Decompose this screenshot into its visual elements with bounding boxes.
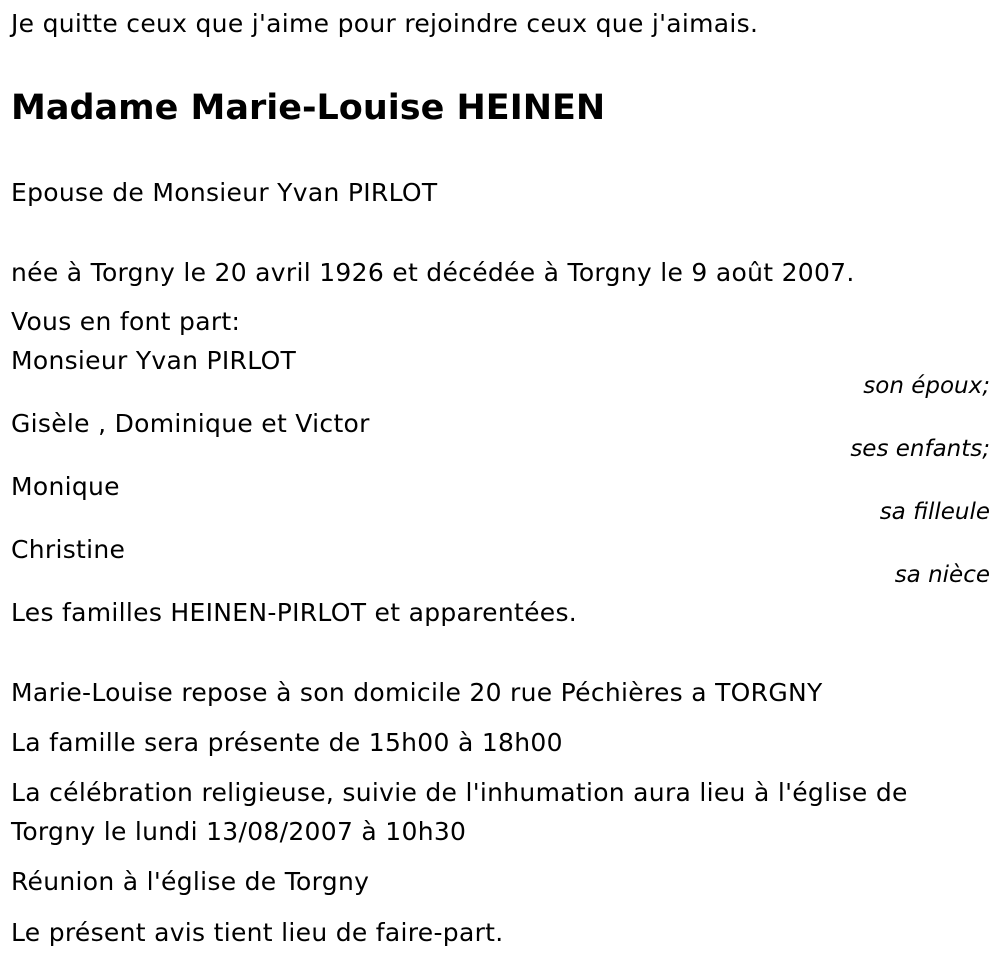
ceremony-line-1: La célébration religieuse, suivie de l'inhumation aura lieu à l'église de	[11, 778, 908, 807]
mourner-name: Monique	[11, 472, 120, 501]
deceased-name: Madame Marie-Louise HEINEN	[11, 88, 606, 128]
spouse-line: Epouse de Monsieur Yvan PIRLOT	[11, 178, 438, 207]
mourner-name: Monsieur Yvan PIRLOT	[11, 346, 297, 375]
mourner-relation: ses enfants;	[850, 436, 990, 462]
rest-location: Marie-Louise repose à son domicile 20 rue Péchières a TORGNY	[11, 678, 823, 707]
mourner-name: Christine	[11, 535, 126, 564]
mourner-name: Gisèle , Dominique et Victor	[11, 409, 370, 438]
mourner-relation: sa filleule	[879, 499, 990, 525]
ceremony-line-2: Torgny le lundi 13/08/2007 à 10h30	[11, 817, 467, 846]
family-presence: La famille sera présente de 15h00 à 18h00	[11, 728, 563, 757]
mourner-relation: sa nièce	[894, 562, 990, 588]
mourner-relation: son époux;	[863, 373, 990, 399]
epigraph-quote: Je quitte ceux que j'aime pour rejoindre ceux que j'aimais.	[11, 9, 759, 38]
notice-line: Le présent avis tient lieu de faire-part.	[11, 918, 504, 947]
families-line: Les familles HEINEN-PIRLOT et apparentées.	[11, 598, 578, 627]
birth-death-line: née à Torgny le 20 avril 1926 et décédée à Torgny le 9 août 2007.	[11, 258, 855, 287]
meeting-line: Réunion à l'église de Torgny	[11, 867, 370, 896]
announce-intro: Vous en font part:	[11, 307, 241, 336]
